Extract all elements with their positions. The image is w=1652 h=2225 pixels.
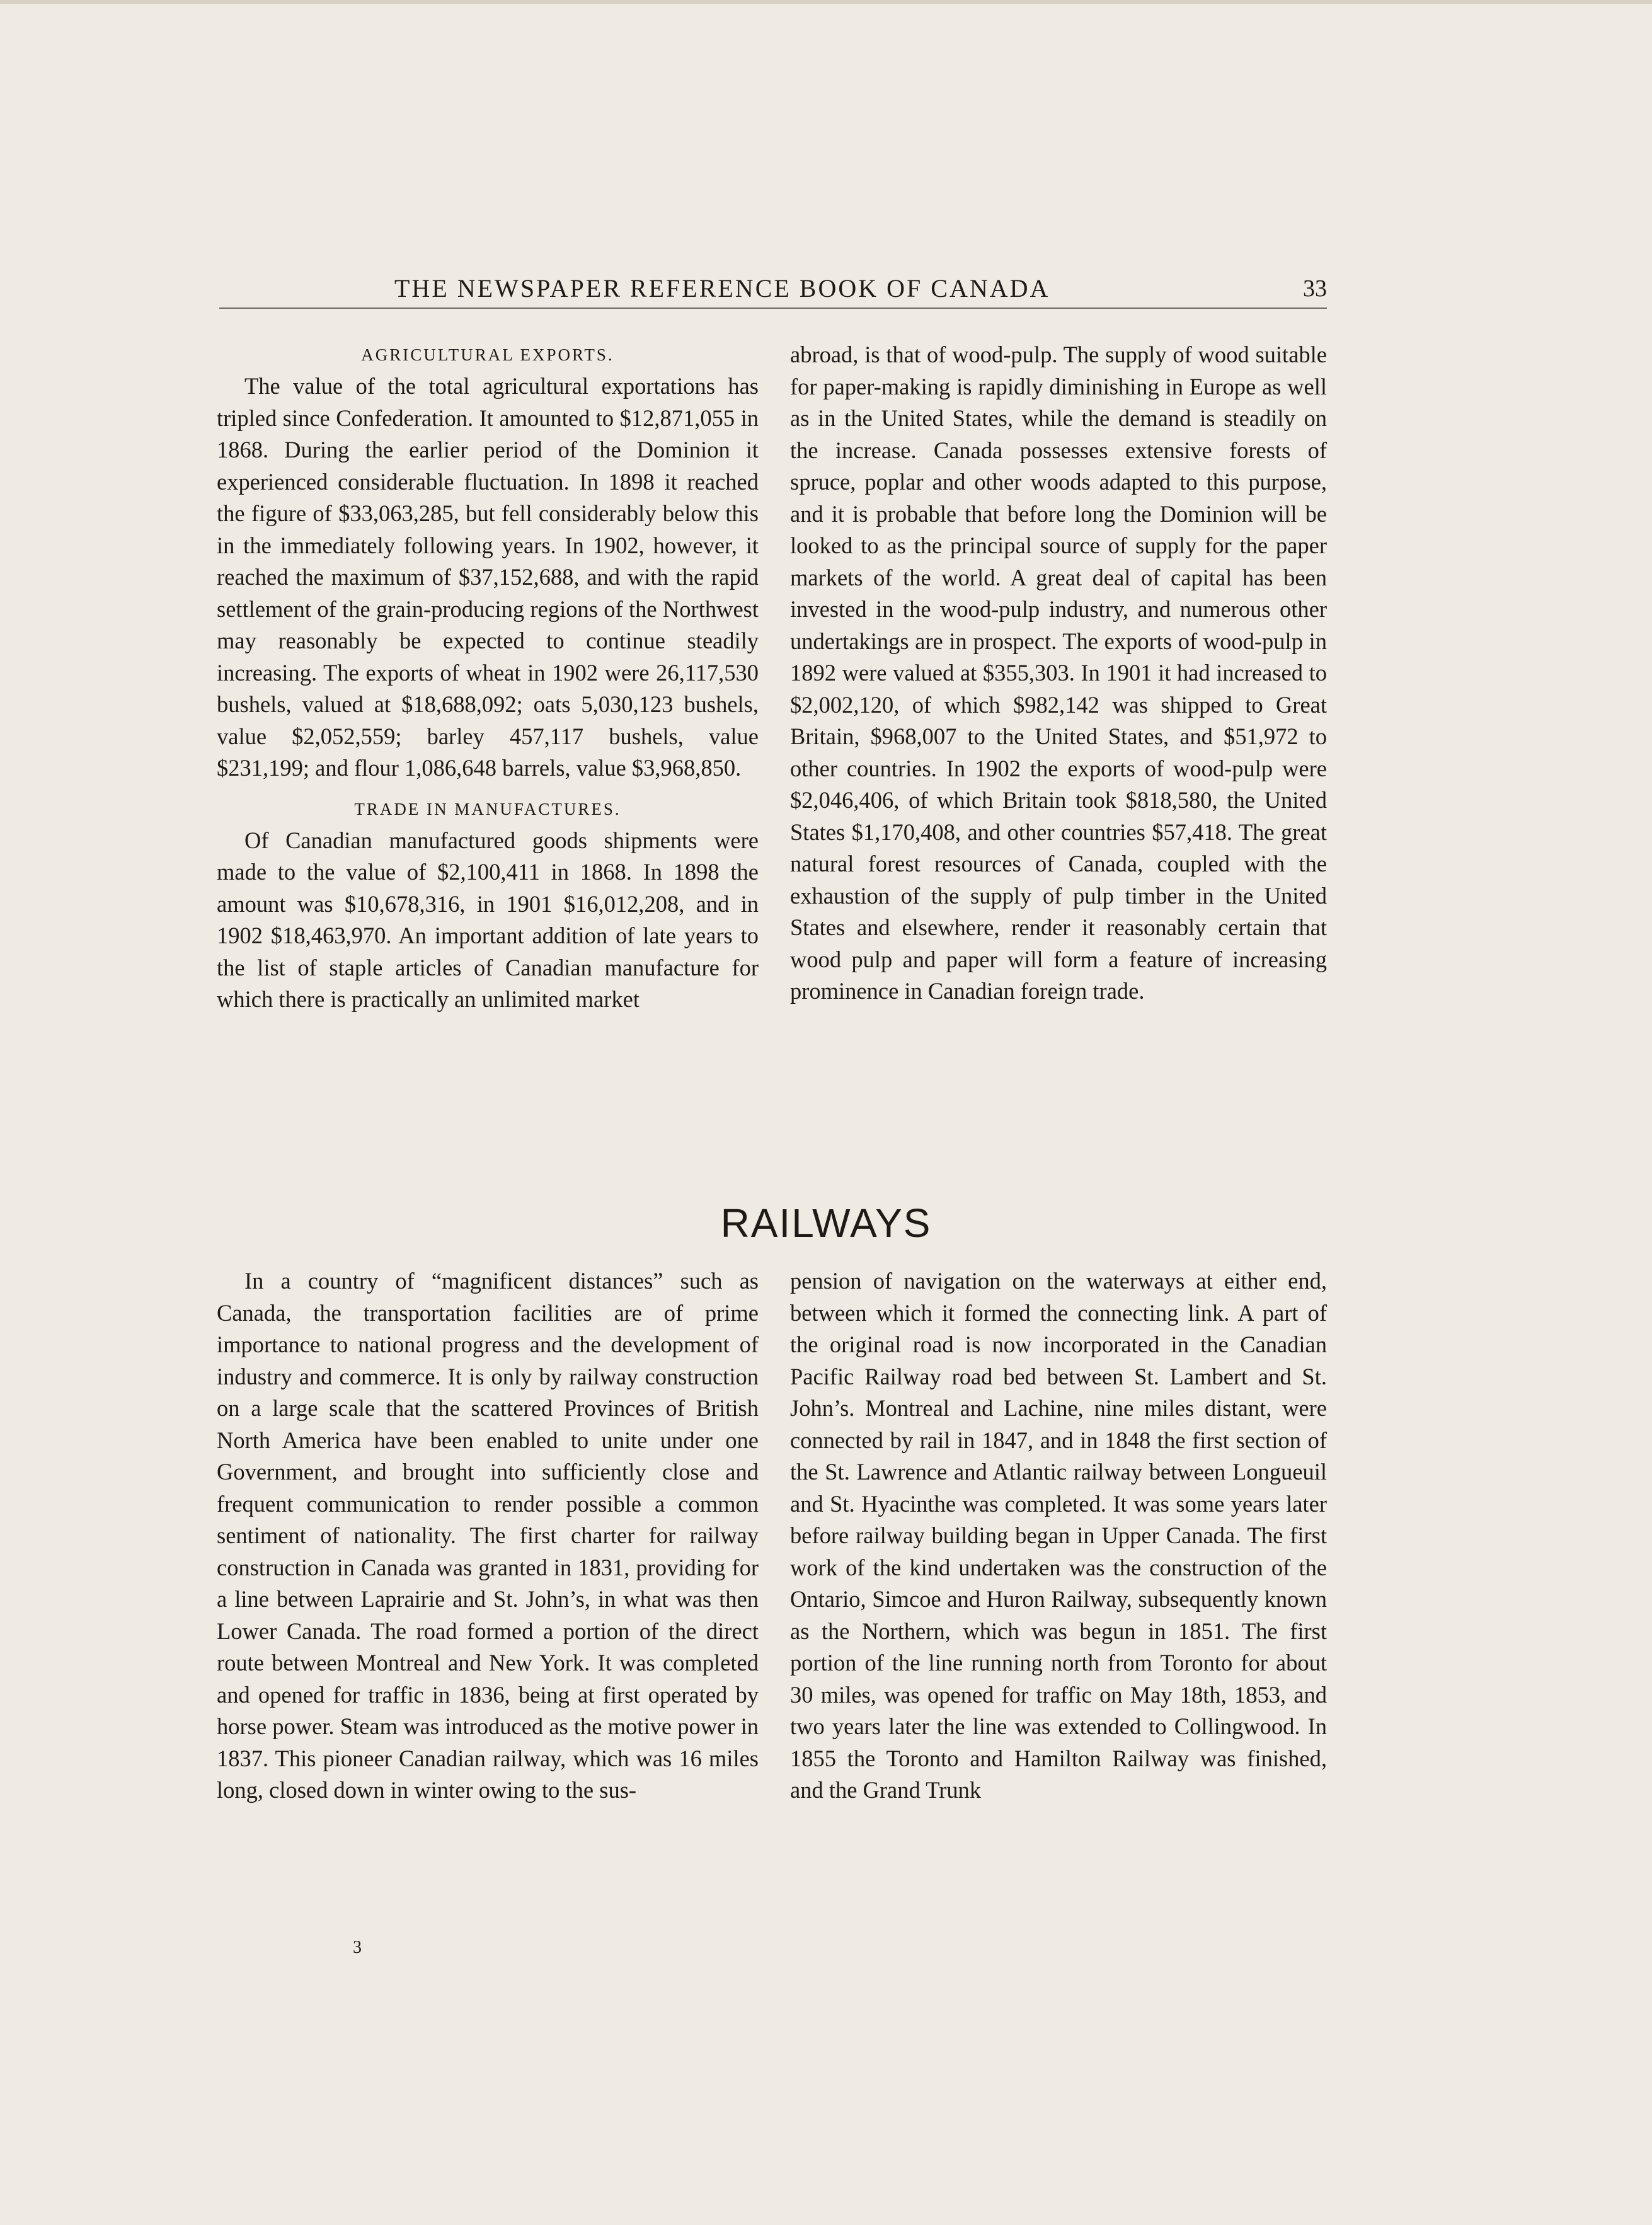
column-right-bottom [790, 1265, 1327, 1807]
agricultural-exports-heading: AGRICULTURAL EXPORTS. [361, 345, 614, 364]
signature-mark: 3 [353, 1938, 362, 1957]
column-left-bottom [217, 1265, 759, 1807]
railways-title: RAILWAYS [720, 1200, 932, 1246]
page-top-edge [0, 0, 1652, 4]
page-number: 33 [1303, 275, 1327, 302]
column-right-top [790, 339, 1327, 1008]
trade-in-manufactures-heading: TRADE IN MANUFACTURES. [354, 799, 621, 819]
running-header [219, 270, 1327, 308]
railways-paragraph-end: pension of navigation on the waterways at either end, between which it formed the connecting link. A part of the original road is now incorporated in the Canadian Pacific Railway road bed between St. Lambert and St. John’s. Montreal and Lachine, nine miles distant, were connected by rail in 1847, and in 1848 the first section of the St. Lawrence and Atlantic railway between Longueuil and St. Hyacinthe was completed. It was some years later before railway building began in Upper Canada. The first work of the kind undertaken was the construction of the Ontario, Simcoe and Huron Railway, subsequently known as the Northern, which was begun in 1851. The first portion of the line running north from Toronto for about 30 miles, was opened for traffic on May 18th, 1853, and two years later the line was extended to Collingwood. In 1855 the Toronto and Hamilton Railway was finished, and the Grand Trunk [790, 1268, 1327, 1803]
agricultural-exports-paragraph: The value of the total agricultural exportations has tripled since Confederation. It amounted to $12,871,055 in 1868. During the earlier period of the Dominion it experienced considerable fluctuation. In 1898 it reached the figure of $33,063,285, but fell considerably below this in the immediately following years. In 1902, however, it reached the maximum of $37,152,688, and with the rapid settlement of the grain-producing regions of the Northwest may reasonably be expected to continue steadily increasing. The exports of wheat in 1902 were 26,117,530 bushels, valued at $18,688,092; oats 5,030,123 bushels, value $2,052,559; barley 457,117 bushels, value $231,199; and flour 1,086,648 barrels, value $3,968,850. [217, 373, 759, 781]
trade-in-manufactures-paragraph-end: abroad, is that of wood-pulp. The supply of wood suitable for paper-making is rapidly diminishing in Europe as well as in the United States, while the demand is steadily on the increase. Canada possesses extensive forests of spruce, poplar and other woods adapted to this purpose, and it is probable that before long the Dominion will be looked to as the principal source of supply for the paper markets of the world. A great deal of capital has been invested in the wood-pulp industry, and numerous other undertakings are in prospect. The exports of wood-pulp in 1892 were valued at $355,303. In 1901 it had increased to $2,002,120, of which $982,142 was shipped to Great Britain, $968,007 to the United States, and $51,972 to other countries. In 1902 the exports of wood-pulp were $2,046,406, of which Britain took $818,580, the United States $1,170,408, and other countries $57,418. The great natural forest resources of Canada, coupled with the exhaustion of the supply of pulp timber in the United States and elsewhere, render it reasonably certain that wood pulp and paper will form a feature of increasing prominence in Canadian foreign trade. [790, 342, 1327, 1004]
column-left-top [217, 339, 759, 1016]
running-title: THE NEWSPAPER REFERENCE BOOK OF CANADA [394, 274, 1050, 302]
railways-paragraph-start: In a country of “magnificent distances” such as Canada, the transportation facilities are of prime importance to national progress and the development of industry and commerce. It is only by railway construction on a large scale that the scattered Provinces of British North America have been enabled to unite under one Government, and brought into sufficiently close and frequent communication to render possible a common sentiment of nationality. The first charter for railway construction in Canada was granted in 1831, providing for a line between Laprairie and St. John’s, in what was then Lower Canada. The road formed a portion of the direct route between Montreal and New York. It was completed and opened for traffic in 1836, being at first operated by horse power. Steam was introduced as the motive power in 1837. This pioneer Canadian railway, which was 16 miles long, closed down in winter owing to the sus- [217, 1268, 759, 1803]
header-rule [219, 308, 1327, 309]
trade-in-manufactures-paragraph-start: Of Canadian manufactured goods shipments were made to the value of $2,100,411 in 1868. In 1898 the amount was $10,678,316, in 1901 $16,012,208, and in 1902 $18,463,970. An important addition of late years to the list of staple articles of Canadian manufacture for which there is practically an unlimited market [217, 827, 759, 1012]
